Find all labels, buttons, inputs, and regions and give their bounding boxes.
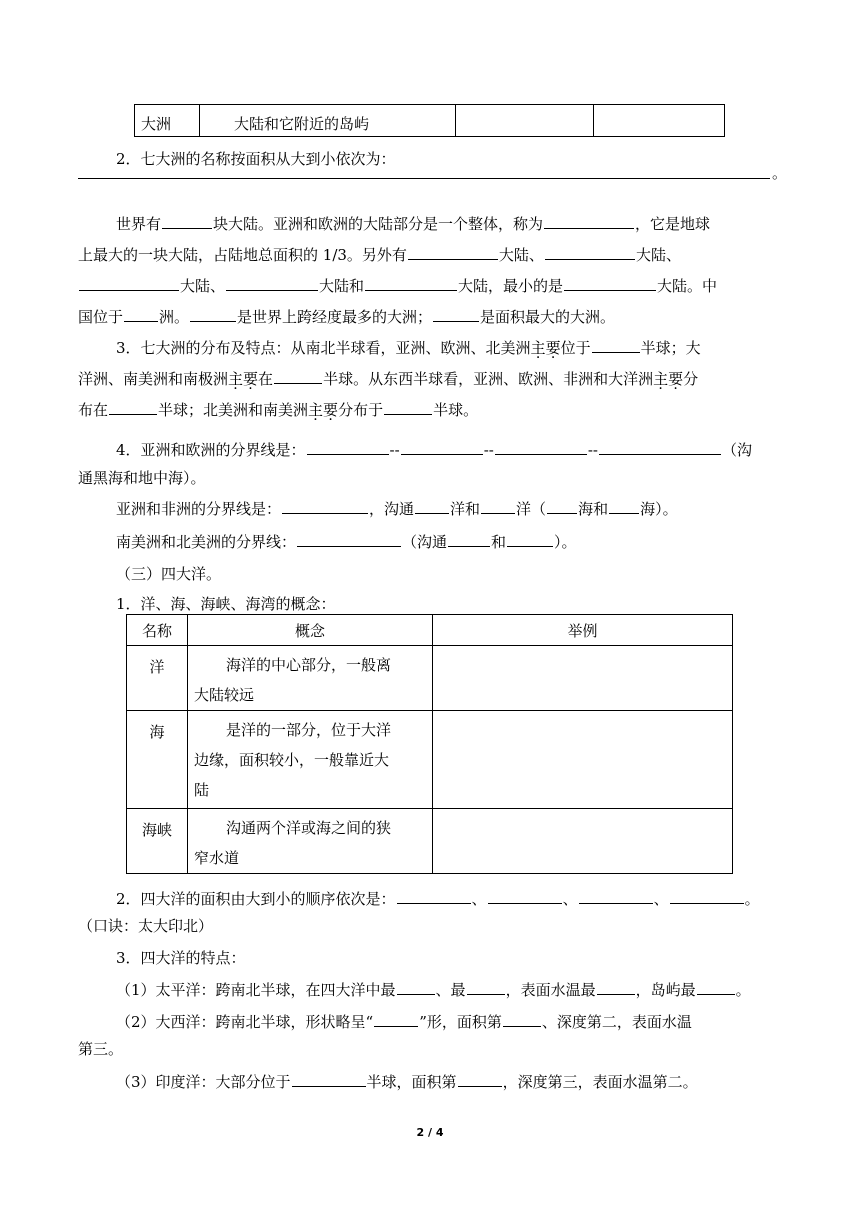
section-title: （三）四大洋。 (116, 565, 222, 583)
atlantic-line: （2）大西洋：跨南北半球，形状略呈“ ”形，面积第 、深度第二，表面水温 (116, 1010, 692, 1033)
table1-cell (456, 105, 594, 137)
pacific-line: （1）太平洋：跨南北半球，在四大洋中最 、最 ，表面水温最 ，岛屿最 。 (116, 978, 751, 1001)
page-number: 2 / 4 (416, 1126, 444, 1139)
table1-cell (594, 105, 725, 137)
section-4-line: 南美洲和北美洲的分界线： （沟通 和 ）。 (116, 530, 577, 553)
section-2-title: 2．七大洲的名称按面积从大到小依次为： (116, 150, 396, 168)
table-cell: 海 (127, 711, 188, 809)
table-cell (433, 711, 733, 809)
continent-table (134, 104, 725, 137)
period: 。 (772, 164, 788, 182)
table-row (127, 809, 733, 874)
table-cell: 海峡 (127, 809, 188, 874)
table-cell (433, 809, 733, 874)
paragraph-line: 世界有 块大陆。亚洲和欧洲的大陆部分是一个整体，称为 ，它是地球 (116, 212, 710, 235)
table1-cell: 大陆和它附近的岛屿 (200, 105, 456, 137)
mnemonic: （口诀：太大印北） (78, 917, 214, 935)
paragraph-line: 国位于 洲。 是世界上跨经度最多的大洲； 是面积最大的大洲。 (78, 305, 615, 328)
table-row (127, 646, 733, 711)
table-cell: 海洋的中心部分，一般离 大陆较远 (188, 646, 433, 711)
table-cell: 是洋的一部分，位于大洋 边缘，面积较小，一般靠近大 陆 (188, 711, 433, 809)
ocean-features-title: 3．四大洋的特点： (116, 949, 246, 967)
answer-line (78, 168, 770, 179)
indian-line: （3）印度洋：大部分位于 半球，面积第 ，深度第三，表面水温第二。 (116, 1070, 698, 1093)
atlantic-line-cont: 第三。 (78, 1040, 124, 1058)
section-4-line: 亚洲和非洲的分界线是： ，沟通 洋和 洋（ 海和 海）。 (116, 497, 678, 520)
table-header: 概念 (188, 615, 433, 646)
table-header: 举例 (433, 615, 733, 646)
section-3-line: 3．七大洲的分布及特点：从南北半球看，亚洲、欧洲、北美洲主要位于 半球；大 (116, 336, 701, 359)
section-4-line: 通黑海和地中海）。 (78, 469, 206, 487)
section-4-line: 4．亚洲和欧洲的分界线是： -- -- -- （沟 (116, 438, 752, 461)
paragraph-line: 大陆、 大陆和 大陆，最小的是 大陆。中 (78, 274, 717, 297)
section-3-line: 洋洲、南美洲和南极洲主要在 半球。从东西半球看，亚洲、欧洲、非洲和大洋洲主要分 (78, 367, 698, 390)
section-3-line: 布在 半球；北美洲和南美洲主要分布于 半球。 (78, 398, 478, 421)
paragraph-line: 上最大的一块大陆，占陆地总面积的 1/3。另外有 大陆、 大陆、 (78, 243, 681, 266)
table-row (127, 711, 733, 809)
ocean-order-line: 2．四大洋的面积由大到小的顺序依次是： 、 、 、 。 (116, 887, 760, 910)
ocean-concept-table (126, 614, 733, 874)
table1-cell: 大洲 (135, 105, 200, 137)
table-cell (433, 646, 733, 711)
table-cell: 沟通两个洋或海之间的狭 窄水道 (188, 809, 433, 874)
table-header: 名称 (127, 615, 188, 646)
subsection-title: 1．洋、海、海峡、海湾的概念： (116, 595, 336, 613)
table-cell: 洋 (127, 646, 188, 711)
